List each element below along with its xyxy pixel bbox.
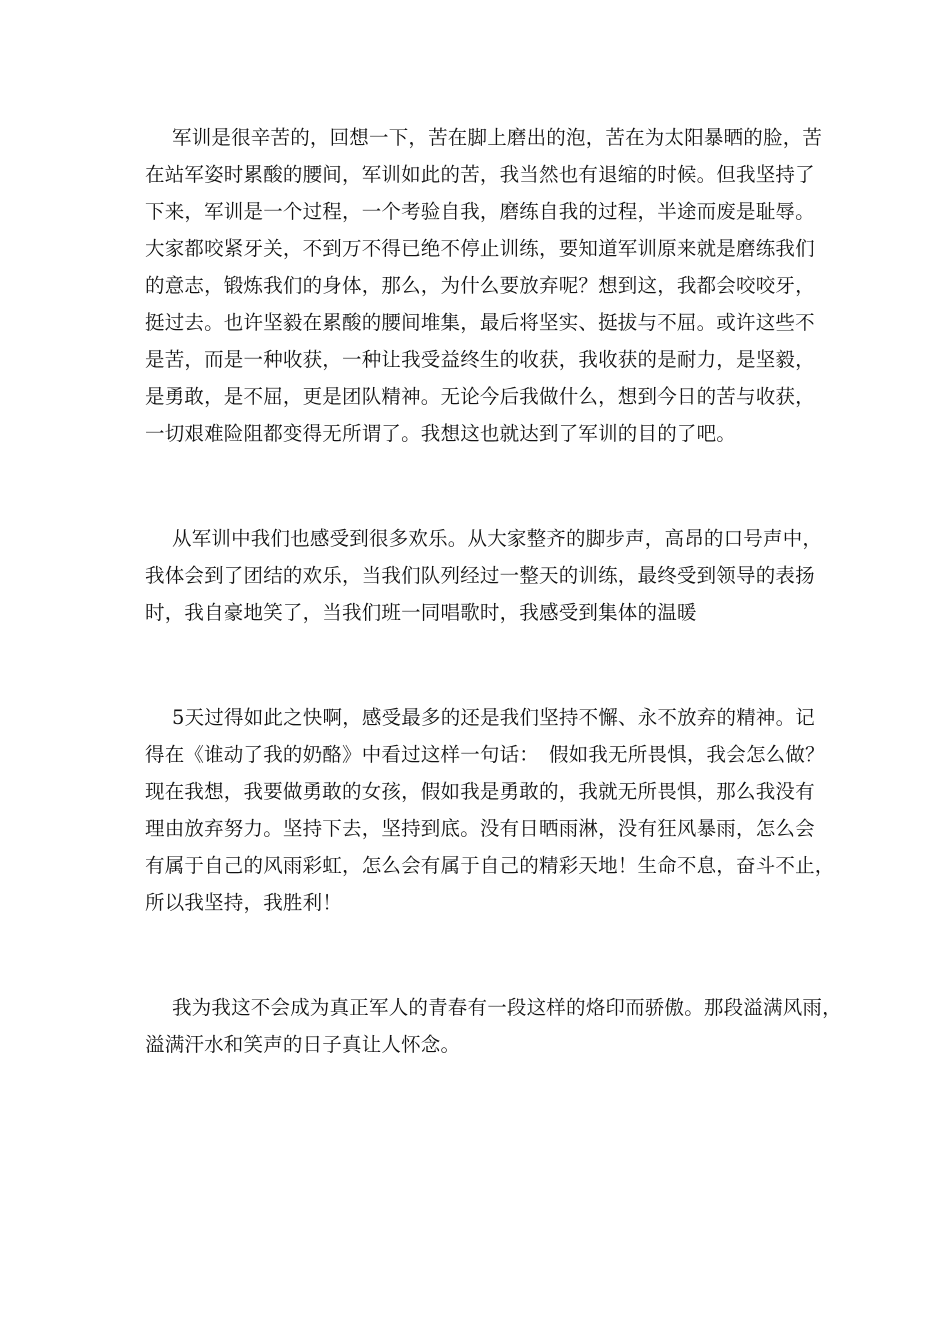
paragraph-line: 有属于自己的风雨彩虹，怎么会有属于自己的精彩天地！生命不息，奋斗不止， xyxy=(145,854,835,877)
paragraph-line: 大家都咬紧牙关，不到万不得已绝不停止训练，要知道军训原来就是磨练我们 xyxy=(145,237,815,260)
paragraph-line: 我为我这不会成为真正军人的青春有一段这样的烙印而骄傲。那段溢满风雨， xyxy=(172,996,842,1019)
paragraph-line: 溢满汗水和笑声的日子真让人怀念。 xyxy=(145,1033,461,1056)
paragraph-line: 军训是很辛苦的，回想一下，苦在脚上磨出的泡，苦在为太阳暴晒的脸，苦 xyxy=(172,126,823,149)
paragraph-line: 在站军姿时累酸的腰间，军训如此的苦，我当然也有退缩的时候。但我坚持了 xyxy=(145,163,815,186)
paragraph-line: 下来，军训是一个过程，一个考验自我，磨练自我的过程，半途而废是耻辱。 xyxy=(145,200,815,223)
paragraph-line: 我体会到了团结的欢乐，当我们队列经过一整天的训练，最终受到领导的表扬 xyxy=(145,564,815,587)
paragraph-line: 所以我坚持，我胜利！ xyxy=(145,891,343,914)
paragraph-line: 挺过去。也许坚毅在累酸的腰间堆集，最后将坚实、挺拔与不屈。或许这些不 xyxy=(145,311,815,334)
paragraph-line: 是苦，而是一种收获，一种让我受益终生的收获，我收获的是耐力，是坚毅， xyxy=(145,348,815,371)
paragraph-line: 5天过得如此之快啊，感受最多的还是我们坚持不懈、永不放弃的精神。记 xyxy=(172,706,816,729)
paragraph-line: 的意志，锻炼我们的身体，那么，为什么要放弃呢？想到这，我都会咬咬牙， xyxy=(145,274,815,297)
paragraph-line: 得在《谁动了我的奶酪》中看过这样一句话： 假如我无所畏惧，我会怎么做？ xyxy=(145,743,825,766)
paragraph-line: 理由放弃努力。坚持下去，坚持到底。没有日晒雨淋，没有狂风暴雨，怎么会 xyxy=(145,817,815,840)
paragraph-line: 现在我想，我要做勇敢的女孩，假如我是勇敢的，我就无所畏惧，那么我没有 xyxy=(145,780,815,803)
paragraph-line: 是勇敢，是不屈，更是团队精神。无论今后我做什么，想到今日的苦与收获， xyxy=(145,385,815,408)
paragraph-line: 一切艰难险阻都变得无所谓了。我想这也就达到了军训的目的了吧。 xyxy=(145,422,737,445)
paragraph-line: 从军训中我们也感受到很多欢乐。从大家整齐的脚步声，高昂的口号声中， xyxy=(172,527,823,550)
paragraph-line: 时，我自豪地笑了，当我们班一同唱歌时，我感受到集体的温暖 xyxy=(145,601,697,624)
